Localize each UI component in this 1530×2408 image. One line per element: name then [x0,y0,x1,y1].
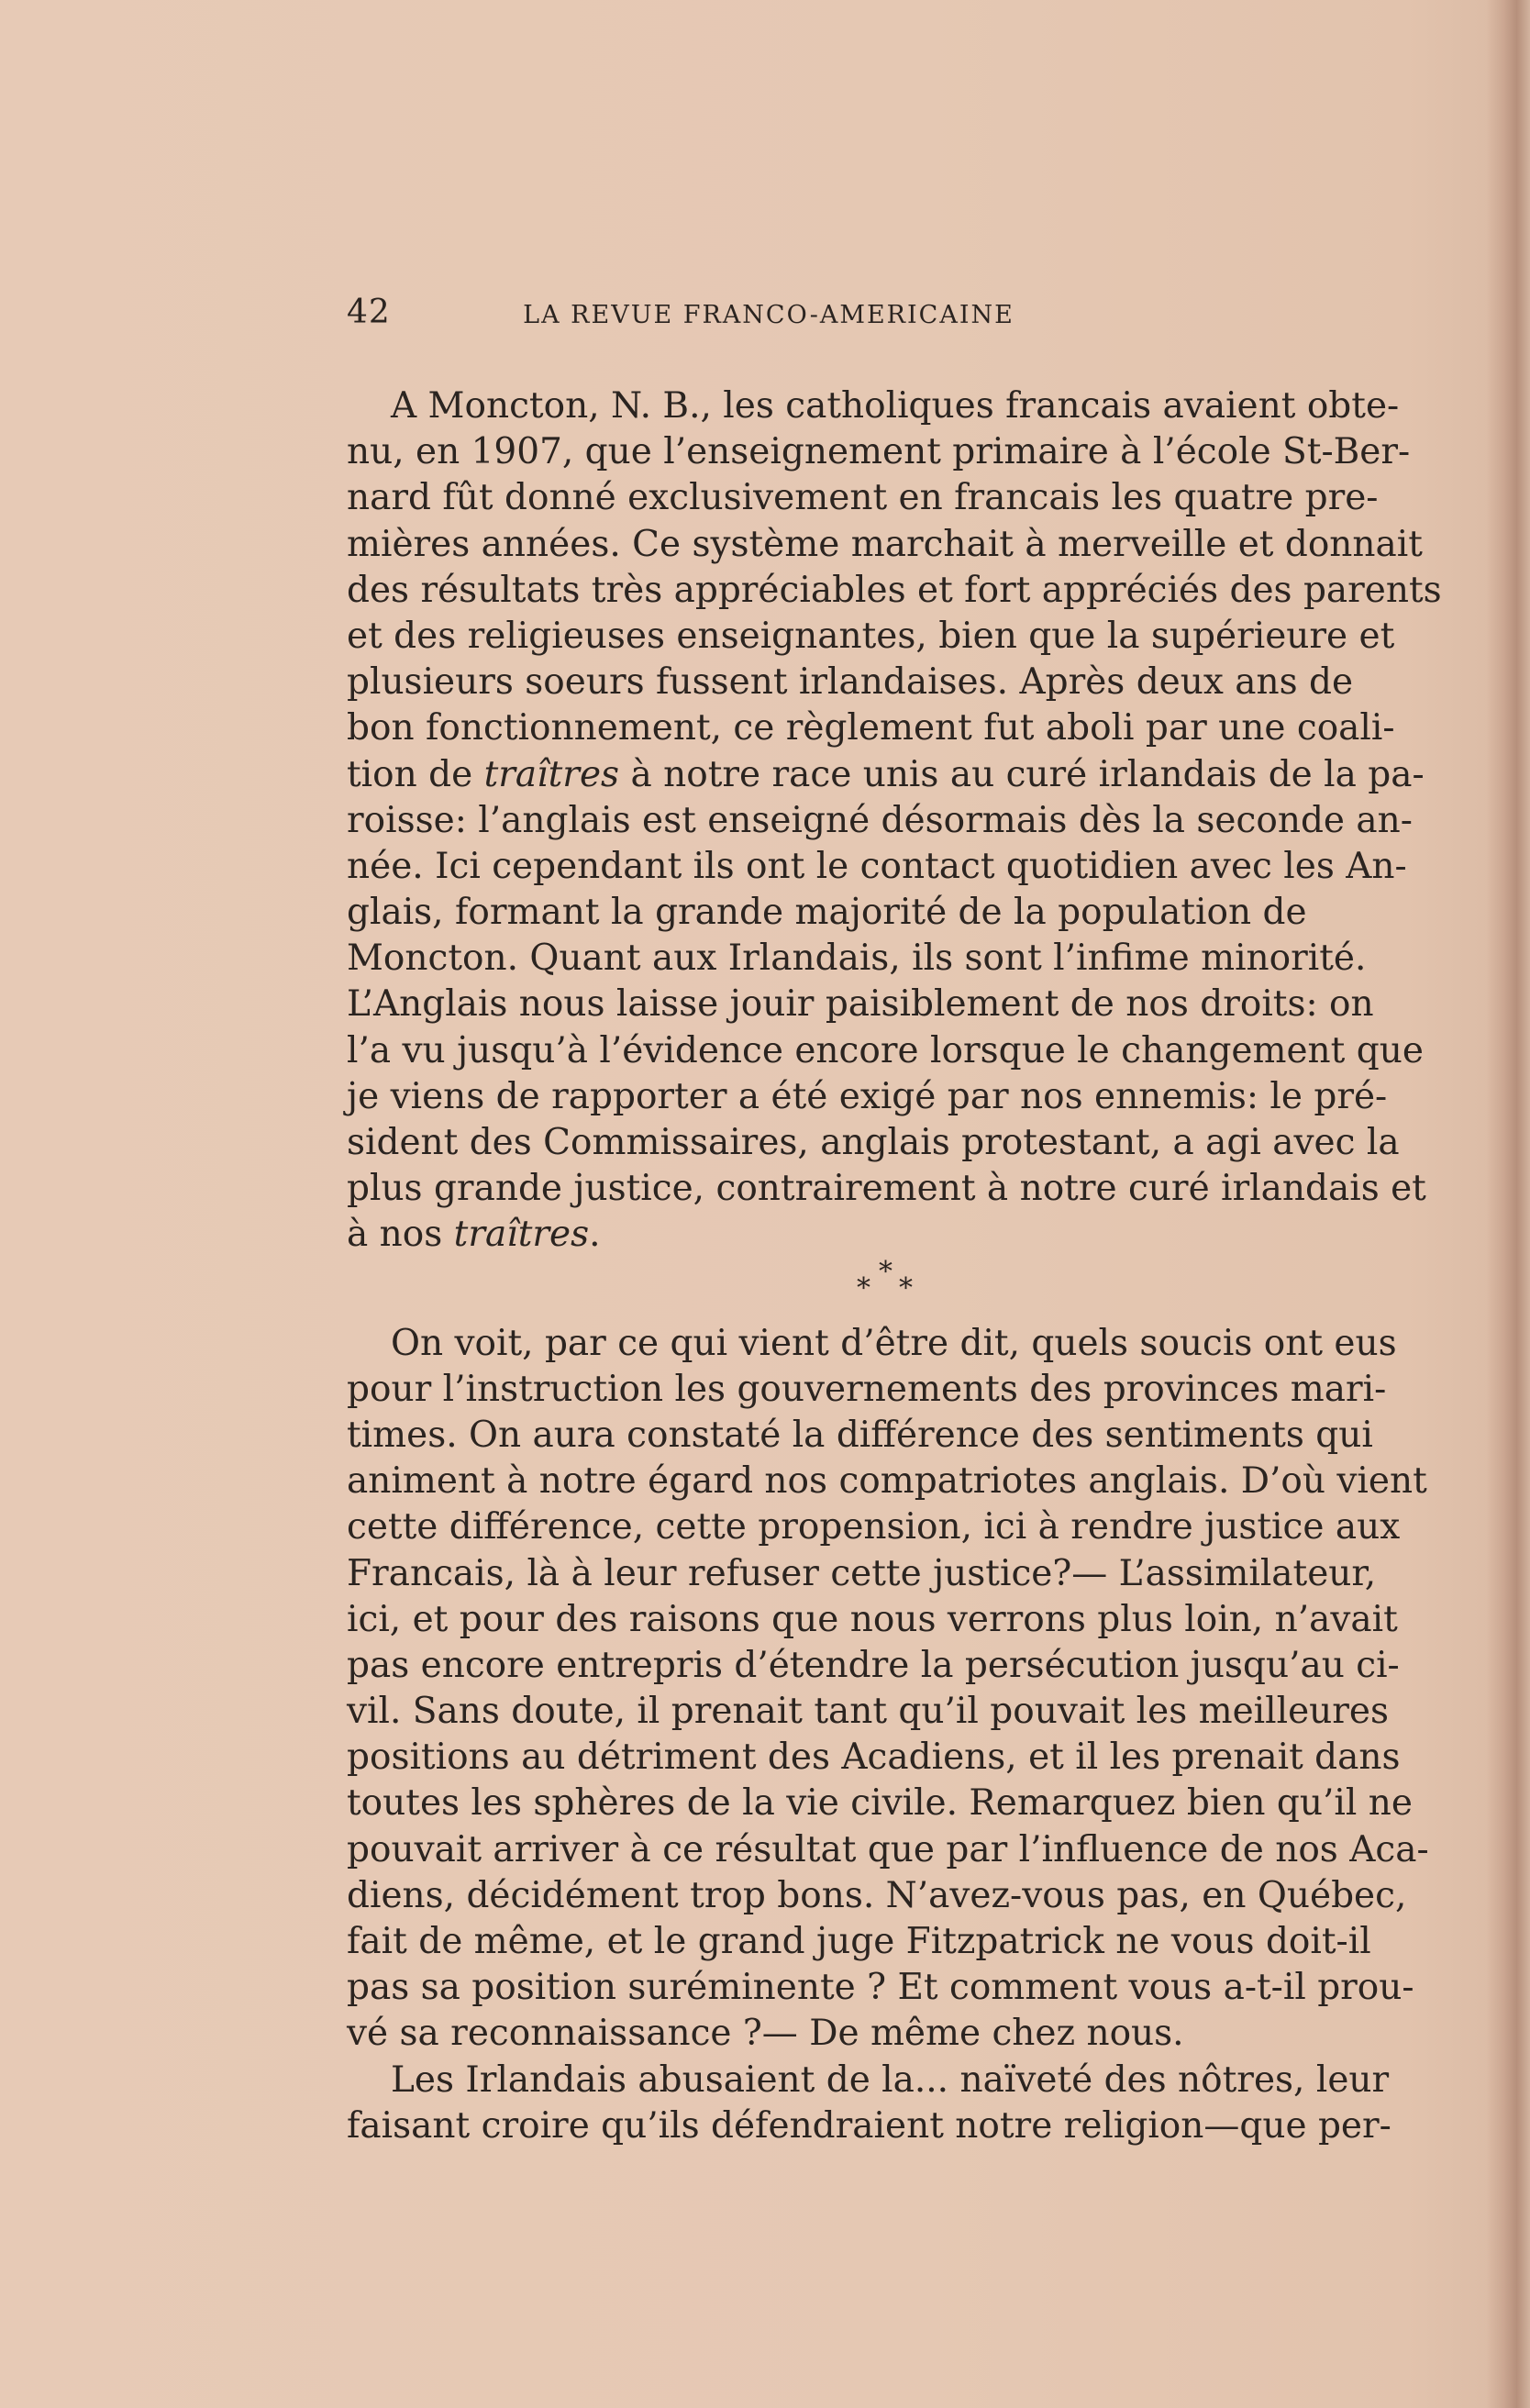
text-line: toutes les sphères de la vie civile. Remarquez bien qu’il ne [347,1782,1413,1825]
text-line: née. Ici cependant ils ont le contact quotidien avec les An- [347,845,1407,887]
text-line: bon fonctionnement, ce règlement fut aboli par une coali- [347,707,1395,749]
text-line: pas sa position suréminente ? Et comment vous a-t-il prou- [347,1967,1414,2009]
page-edge-shadow [1486,0,1530,2408]
text-line: plus grande justice, contrairement à notre curé irlandais et [347,1168,1426,1210]
text-line: Les Irlandais abusaient de la... naïveté des nôtres, leur [391,2058,1390,2101]
text-segment: à notre race unis au curé irlandais de la pa- [619,753,1425,795]
text-line: nard fût donné exclusivement en francais les quatre pre- [347,477,1379,519]
text-line: l’a vu jusqu’à l’évidence encore lorsque le changement que [347,1029,1424,1071]
text-line: je viens de rapporter a été exigé par nos ennemis: le pré- [347,1075,1388,1117]
text-line: A Moncton, N. B., les catholiques francais avaient obte- [391,385,1400,427]
text-line: Moncton. Quant aux Irlandais, ils sont l’infime minorité. [347,938,1367,980]
text-line: fait de même, et le grand juge Fitzpatrick ne vous doit-il [347,1921,1371,1962]
body-text [347,383,1442,2149]
running-title: LA REVUE FRANCO-AMERICAINE [523,301,1014,329]
text-line: des résultats très appréciables et fort appréciés des parents [347,569,1442,611]
text-line: mières années. Ce système marchait à merveille et donnait [347,523,1423,565]
text-line: vé sa reconnaissance ?— De même chez nous. [347,2013,1184,2055]
asterism-star: * [899,1271,913,1304]
text-line: pas encore entrepris d’étendre la persécution jusqu’au ci- [347,1644,1400,1686]
text-line: sident des Commissaires, anglais protestant, a agi avec la [347,1122,1400,1163]
text-line: vil. Sans doute, il prenait tant qu’il pouvait les meilleures [347,1691,1390,1733]
text-line: positions au détriment des Acadiens, et il les prenait dans [347,1737,1401,1779]
asterism-separator [347,1255,1154,1314]
text-line: roisse: l’anglais est enseigné désormais dès la seconde an- [347,799,1413,841]
text-line: glais, formant la grande majorité de la population de [347,892,1307,934]
page-header [347,294,1154,349]
text-line-with-italic [347,1212,1154,1258]
text-line: Francais, là à leur refuser cette justice?— L’assimilateur, [347,1552,1377,1594]
text-segment: à nos [347,1214,454,1256]
text-line: cette différence, cette propension, ici à rendre justice aux [347,1506,1401,1548]
asterism-star: * [857,1271,870,1304]
text-line: On voit, par ce qui vient d’être dit, quels soucis ont eus [391,1322,1397,1364]
text-line: plusieurs soeurs fussent irlandaises. Après deux ans de [347,661,1354,704]
text-line: et des religieuses enseignantes, bien que la supérieure et [347,615,1395,657]
text-segment: tion de [347,753,484,795]
text-line: ici, et pour des raisons que nous verrons plus loin, n’avait [347,1598,1398,1640]
asterism-star: * [879,1255,892,1288]
text-line: nu, en 1907, que l’enseignement primaire à l’école St-Ber- [347,431,1411,473]
text-line: pouvait arriver à ce résultat que par l’influence de nos Aca- [347,1828,1429,1870]
text-line: faisant croire qu’ils défendraient notre religion—que per- [347,2104,1391,2147]
text-line: times. On aura constaté la différence des sentiments qui [347,1414,1373,1456]
text-line-with-italic [347,752,1425,798]
italic-word: traîtres [453,1214,590,1256]
text-line: pour l’instruction les gouvernements des provinces mari- [347,1368,1387,1410]
text-line: L’Anglais nous laisse jouir paisiblement de nos droits: on [347,983,1374,1026]
text-line: diens, décidément trop bons. N’avez-vous pas, en Québec, [347,1874,1407,1916]
text-line: animent à notre égard nos compatriotes anglais. D’où vient [347,1460,1427,1503]
text-segment: . [589,1214,601,1256]
italic-word: traîtres [483,753,620,795]
page-number: 42 [347,294,391,331]
